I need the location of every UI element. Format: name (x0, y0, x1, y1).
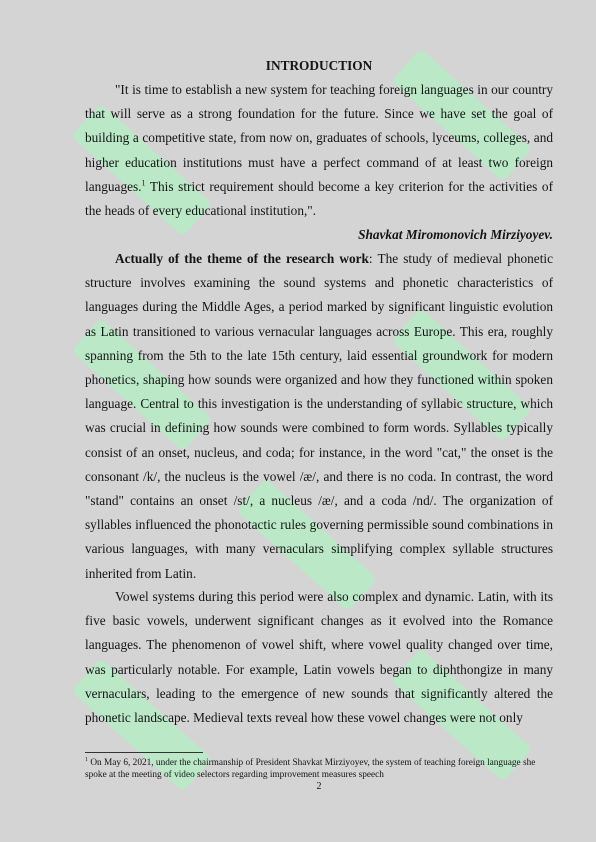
paragraph-lead: Actually of the theme of the research work (115, 251, 369, 266)
epigraph-quote (85, 78, 553, 223)
quote-text: "It is time to establish a new system for teaching foreign languages in our country that will serve as a strong foundation for the future. Since we have set the goal of building a competitive state, from now on, graduates of schools, lyceums, colleges, and higher education institutions must have a perfect command of at least two foreign languages. (85, 82, 553, 194)
footnote-text: On May 6, 2021, under the chairmanship of President Shavkat Mirziyoyev, the system of teaching foreign language she spoke at the meeting of video selectors regarding improvement measures speech (85, 758, 536, 780)
footnote-number: 1 (85, 756, 88, 763)
footnote-reference[interactable]: 1 (141, 178, 146, 188)
page-number: 2 (316, 781, 322, 792)
paragraph-body: : The study of medieval phonetic structure involves examining the sound systems and phonetic characteristics of languages during the Middle Ages, a period marked by significant linguistic evolution as Latin transitioned to various vernacular languages across Europe. This era, roughly spanning from the 5th to the late 15th century, laid essential groundwork for modern phonetics, shaping how sounds were organized and how they functioned within spoken language. Central to this investigation is the understanding of syllabic structure, which was crucial in defining how sounds were combined to form words. Syllables typically consist of an onset, nucleus, and coda; for instance, in the word "cat," the onset is the consonant /k/, the nucleus is the vowel /æ/, and there is no coda. In contrast, the word "stand" contains an onset /st/, a nucleus /æ/, and a coda /nd/. The organization of syllables influenced the phonotactic rules governing permissible sound combinations in various languages, with many vernaculars simplifying complex syllable structures inherited from Latin. (85, 251, 553, 581)
quote-tail: This strict requirement should become a key criterion for the activities of the heads of every educational institution,". (85, 178, 553, 219)
paragraph-relevance (85, 247, 553, 586)
quote-author: Shavkat Miromonovich Mirziyoyev. (358, 227, 553, 242)
footnote (85, 757, 553, 781)
page-title: INTRODUCTION (265, 58, 373, 73)
footnote-divider (85, 752, 203, 753)
paragraph-vowels: Vowel systems during this period were also complex and dynamic. Latin, with its five basic vowels, underwent significant changes as it evolved into the Romance languages. The phenomenon of vowel shift, where vowel quality changed over time, was particularly notable. For example, Latin vowels began to diphthongize in many vernaculars, leading to the emergence of new sounds that significantly altered the phonetic landscape. Medieval texts reveal how these vowel changes were not only (85, 589, 553, 726)
